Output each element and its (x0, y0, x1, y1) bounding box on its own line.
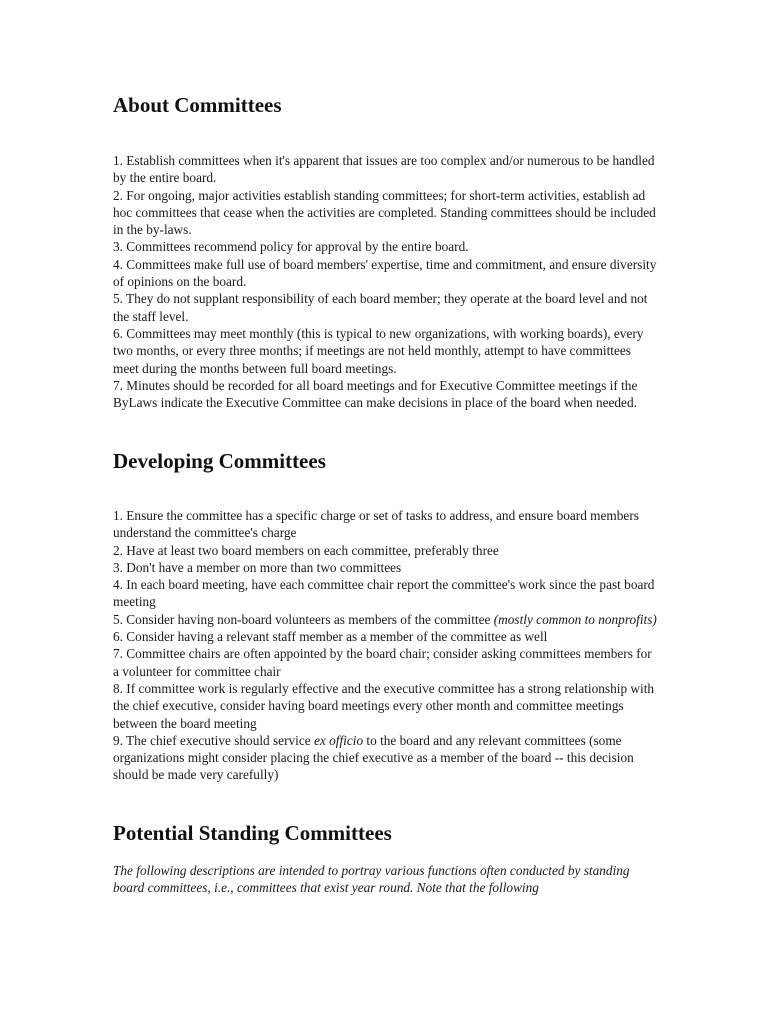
list-item-text: 5. Consider having non-board volunteers as members of the committee (113, 611, 494, 627)
list-item-text: to the board and any relevant committees (some organizations might consider placing the chief executive as a member of the board -- this decision should be made very carefully) (113, 732, 634, 783)
list-item: 3. Committees recommend policy for approval by the entire board. (113, 239, 469, 255)
list-item: 2. Have at least two board members on each committee, preferably three (113, 542, 499, 558)
about-committees-list (113, 152, 658, 411)
standing-committees-intro: The following descriptions are intended to portray various functions often conducted by standing board committees, i.e., committees that exist year round. Note that the following (113, 863, 630, 896)
section-heading-developing-committees: Developing Committees (113, 449, 326, 473)
section-heading-about-committees: About Committees (113, 93, 282, 117)
list-item: 8. If committee work is regularly effective and the executive committee has a strong relationship with the chief executive, consider having board meetings every other month and committee meetings between the board meeting (113, 680, 655, 731)
list-item-italic-note: (mostly common to nonprofits) (493, 611, 657, 627)
list-item: 1. Establish committees when it's apparent that issues are too complex and/or numerous to be handled by the entire board. (113, 153, 655, 186)
list-item: 4. In each board meeting, have each committee chair report the committee's work since the past board meeting (113, 577, 655, 610)
list-item: 1. Ensure the committee has a specific charge or set of tasks to address, and ensure board members understand the committee's charge (113, 508, 639, 541)
list-item: 4. Committees make full use of board members' expertise, time and commitment, and ensure diversity of opinions on the board. (113, 256, 657, 290)
list-item: 7. Committee chairs are often appointed by the board chair; consider asking committees members for a volunteer for committee chair (113, 646, 652, 679)
list-item: 6. Committees may meet monthly (this is typical to new organizations, with working boards), every two months, or every three months; if meetings are not held monthly, attempt to have committees meet during the months between full board meetings. (113, 325, 644, 376)
developing-committees-list (113, 507, 658, 784)
list-item-text: 9. The chief executive should service (113, 732, 314, 748)
list-item: 6. Consider having a relevant staff member as a member of the committee as well (113, 629, 548, 645)
list-item (113, 611, 658, 628)
list-item (113, 732, 658, 784)
list-item-italic-term: ex officio (313, 732, 364, 748)
list-item: 5. They do not supplant responsibility of each board member; they operate at the board level and not the staff level. (113, 291, 648, 324)
list-item: 3. Don't have a member on more than two committees (113, 559, 402, 575)
list-item: 2. For ongoing, major activities establish standing committees; for short-term activities, establish ad hoc committees that cease when the activities are completed. Standing committees should be included in the by-laws. (113, 187, 656, 238)
list-item: 7. Minutes should be recorded for all board meetings and for Executive Committee meetings if the ByLaws indicate the Executive Committee can make decisions in place of the board when needed. (113, 377, 638, 411)
section-heading-potential-standing-committees: Potential Standing Committees (113, 821, 392, 845)
